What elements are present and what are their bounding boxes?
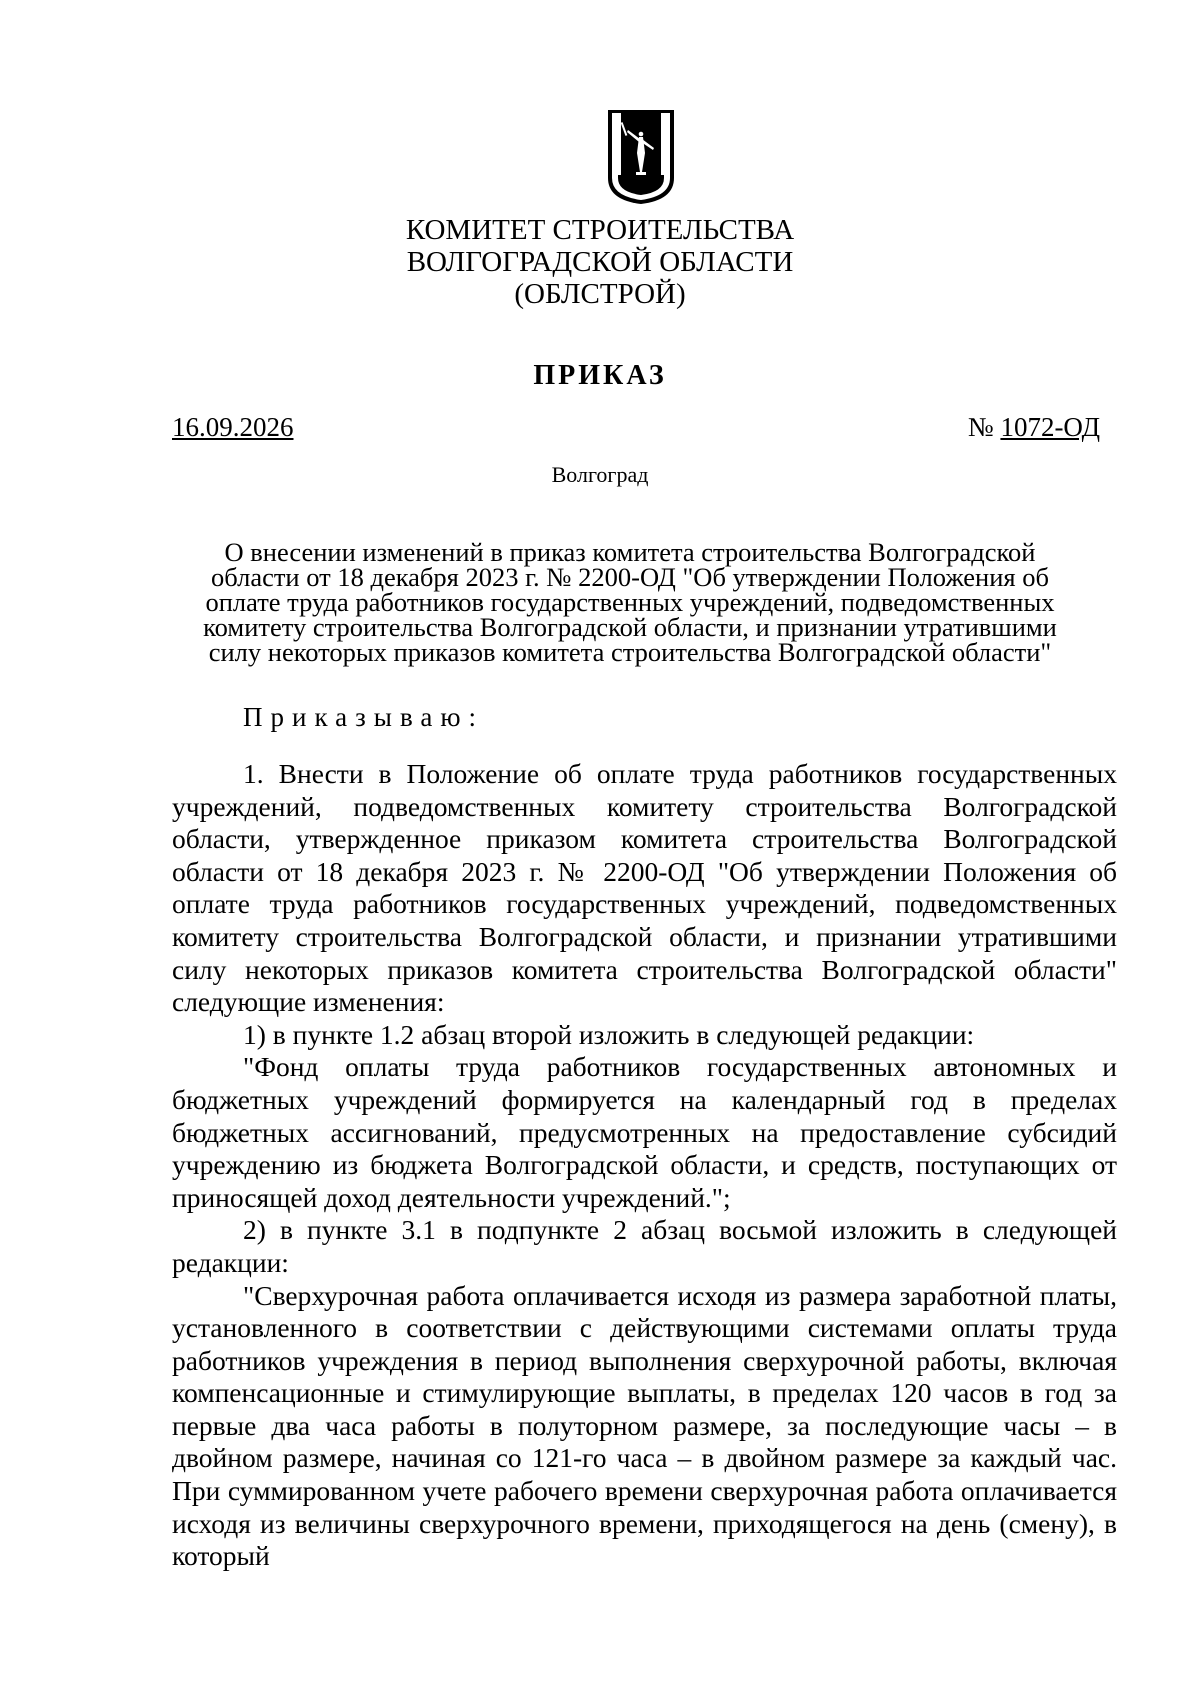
document-subject [160,537,1100,667]
subject-line: О внесении изменений в приказ комитета строительства Волгоградской [224,537,1036,567]
document-date: 16.09.2026 [172,412,294,442]
org-name-line-3: (ОБЛСТРОЙ) [514,278,686,310]
subject-line: оплате труда работников государственных учреждений, подведомственных [205,587,1055,617]
document-body [172,758,1117,1573]
paragraph-4: 2) в пункте 3.1 в подпункте 2 абзац восьмой изложить в следующей редакции: [172,1214,1117,1278]
paragraph-3: "Фонд оплаты труда работников государственных автономных и бюджетных учреждений формируется на календарный год в пределах бюджетных ассигнований, предусмотренных на предоставление субсидий учреждению из бюджета Волгоградской области, и средств, поступающих от приносящей доход деятельности учреждений."; [172,1051,1117,1213]
document-type-title: ПРИКАЗ [533,360,667,391]
document-city: Волгоград [551,462,649,487]
org-name-line-2: ВОЛГОГРАДСКОЙ ОБЛАСТИ [406,246,794,278]
coat-of-arms-emblem [606,108,676,206]
number-prefix: № [967,412,1001,442]
number-value: 1072-ОД [1000,412,1100,442]
order-word: Приказываю: [243,702,484,732]
paragraph-1: 1. Внести в Положение об оплате труда работников государственных учреждений, подведомственных комитету строительства Волгоградской области, утвержденное приказом комитета строительства Волгоградской области от 18 декабря 2023 г. № 2200-ОД "Об утверждении Положения об оплате труда работников государственных учреждений, подведомственных комитету строительства Волгоградской области, и признании утратившими силу некоторых приказов комитета строительства Волгоградской области" следующие изменения: [172,758,1117,1018]
subject-line: области от 18 декабря 2023 г. № 2200-ОД "Об утверждении Положения об [211,562,1049,592]
paragraph-5: "Сверхурочная работа оплачивается исходя из размера заработной платы, установленного в соответствии с действующими системами оплаты труда работников учреждения в период выполнения сверхурочной работы, включая компенсационные и стимулирующие выплаты, в пределах 120 часов в год за первые два часа работы в полуторном размере, за последующие часы – в двойном размере, начиная со 121-го часа – в двойном размере за каждый час. При суммированном учете рабочего времени сверхурочная работа оплачивается исходя из величины сверхурочного времени, приходящегося на день (смену), в который [172,1279,1117,1572]
org-name-line-1: КОМИТЕТ СТРОИТЕЛЬСТВА [405,214,795,246]
subject-line: силу некоторых приказов комитета строительства Волгоградской области" [208,637,1052,667]
paragraph-2: 1) в пункте 1.2 абзац второй изложить в следующей редакции: [243,1018,975,1050]
document-number [968,412,1100,443]
subject-line: комитету строительства Волгоградской области, и признании утратившими [203,612,1057,642]
